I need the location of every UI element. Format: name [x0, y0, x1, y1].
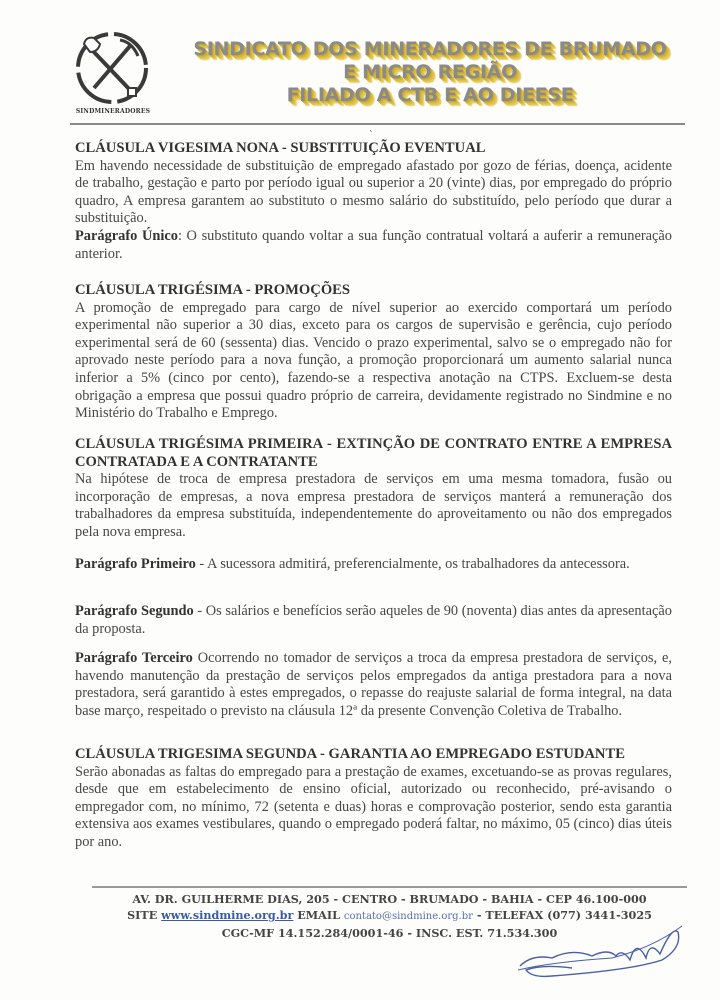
telefax: - TELEFAX (077) 3441-3025: [476, 908, 652, 922]
paragraph-terceiro: [75, 650, 672, 720]
clause-heading: CLÁUSULA VIGESIMA NONA - SUBSTITUIÇÃO EVENTUAL: [75, 140, 486, 156]
header-divider: [70, 123, 685, 125]
paragraph-label: Parágrafo Terceiro: [75, 650, 193, 666]
paragraph-text: - Os salários e benefícios serão aqueles de 90 (noventa) dias antes da apresentação da proposta.: [75, 603, 672, 637]
union-title: [160, 38, 700, 107]
title-line-2: E MICRO REGIÃO: [343, 61, 517, 83]
paragraph-text: : O substituto quando voltar a sua função contratual voltará a auferir a remuneração anterior.: [75, 227, 672, 262]
scan-mark: `: [369, 131, 374, 141]
clause-31: [75, 436, 672, 542]
site-link[interactable]: www.sindmine.org.br: [161, 908, 294, 922]
paragraph-primeiro: [75, 556, 672, 574]
paragraph-label: Parágrafo Primeiro: [75, 556, 196, 572]
clause-32: [75, 746, 672, 852]
footer-divider: [92, 886, 687, 888]
clause-heading: CLÁUSULA TRIGÉSIMA - PROMOÇÕES: [75, 282, 351, 298]
paragraph-text: - A sucessora admitirá, preferencialmente, os trabalhadores da antecessora.: [195, 556, 630, 572]
email-label: EMAIL: [297, 908, 340, 922]
paragraph-text: Ocorrendo no tomador de serviços a troca da empresa prestadora de serviços, e, havendo manutenção da prestação de serviços pelos empregados da antiga prestadora para a nova prestadora, será garantido à estes empregados, o repasse do reajuste salarial de forma integral, na data base março, respeitado o previsto na cláusula 12ª da presente Convenção Coletiva de Trabalho.: [75, 650, 672, 719]
paragraph-label: Parágrafo Único: [75, 227, 178, 244]
email-link[interactable]: contato@sindmine.org.br: [343, 911, 473, 922]
paragraph-segundo: [75, 603, 672, 638]
letterhead: [0, 0, 720, 125]
handwritten-signature-icon: [512, 918, 692, 988]
title-line-1: SINDICATO DOS MINERADORES DE BRUMADO: [193, 38, 667, 60]
paragraph-unico: [75, 228, 672, 263]
title-line-3: FILIADO A CTB E AO DIEESE: [286, 84, 574, 106]
clause-30: [75, 282, 672, 423]
paragraph-label: Parágrafo Segundo: [75, 603, 194, 619]
footer-registry: CGC-MF 14.152.284/0001-46 - INSC. EST. 71.534.300: [221, 926, 558, 940]
site-label: SITE: [127, 908, 158, 922]
clause-body: Em havendo necessidade de substituição de empregado afastado por gozo de férias, doença, acidente de trabalho, gestação e parto por período igual ou superior a 20 (vinte) dias, por empregado do próprio quadro, A empresa garantem ao substituto o mesmo salário do substituído, pelo período que durar a substituição.: [75, 157, 672, 227]
union-logo-pickaxe-shovel-icon: [72, 30, 152, 110]
clause-heading: CLÁUSULA TRIGÉSIMA PRIMEIRA - EXTINÇÃO DE CONTRATO ENTRE A EMPRESA CONTRATADA E A CONTRATANTE: [75, 436, 672, 470]
clause-29: [75, 140, 672, 263]
clause-body: Na hipótese de troca de empresa prestadora de serviços em uma mesma tomadora, fusão ou incorporação de empresas, a nova empresa prestadora de serviços manterá a remuneração dos trabalhadores da empresa substituída, independentemente do aproveitamento ou não dos empregados pela nova empresa.: [75, 471, 672, 540]
footer-address: AV. DR. GUILHERME DIAS, 205 - CENTRO - BRUMADO - BAHIA - CEP 46.100-000: [132, 892, 647, 906]
clause-heading: CLÁUSULA TRIGESIMA SEGUNDA - GARANTIA AO EMPREGADO ESTUDANTE: [75, 746, 625, 762]
logo-caption: SINDMINERADORES: [75, 108, 151, 115]
clause-body: Serão abonadas as faltas do empregado para a prestação de exames, excetuando-se as provas regulares, desde que em estabelecimento de ensino oficial, autorizado ou reconhecido, pré-avisando o empregador com, no mínimo, 72 (setenta e duas) horas e comprovação posterior, sendo esta garantia extensiva aos exames vestibulares, quando o empregado poderá faltar, no máximo, 05 (cinco) dias úteis por ano.: [75, 763, 672, 850]
clause-body: A promoção de empregado para cargo de nível superior ao exercido comportará um período experimental não superior a 30 dias, exceto para os cargos de supervisão e gerência, cujo período experimental será de 60 (sessenta) dias. Vencido o prazo experimental, salvo se o empregado não for aprovado neste período para a nova função, a promoção proporcionará um aumento salarial nunca inferior a 5% (cinco por cento), fazendo-se a respectiva anotação na CTPS. Excluem-se desta obrigação a empresa que possui quadro próprio de carreira, devidamente registrado no Sindmine e no Ministério do Trabalho e Emprego.: [75, 299, 672, 422]
